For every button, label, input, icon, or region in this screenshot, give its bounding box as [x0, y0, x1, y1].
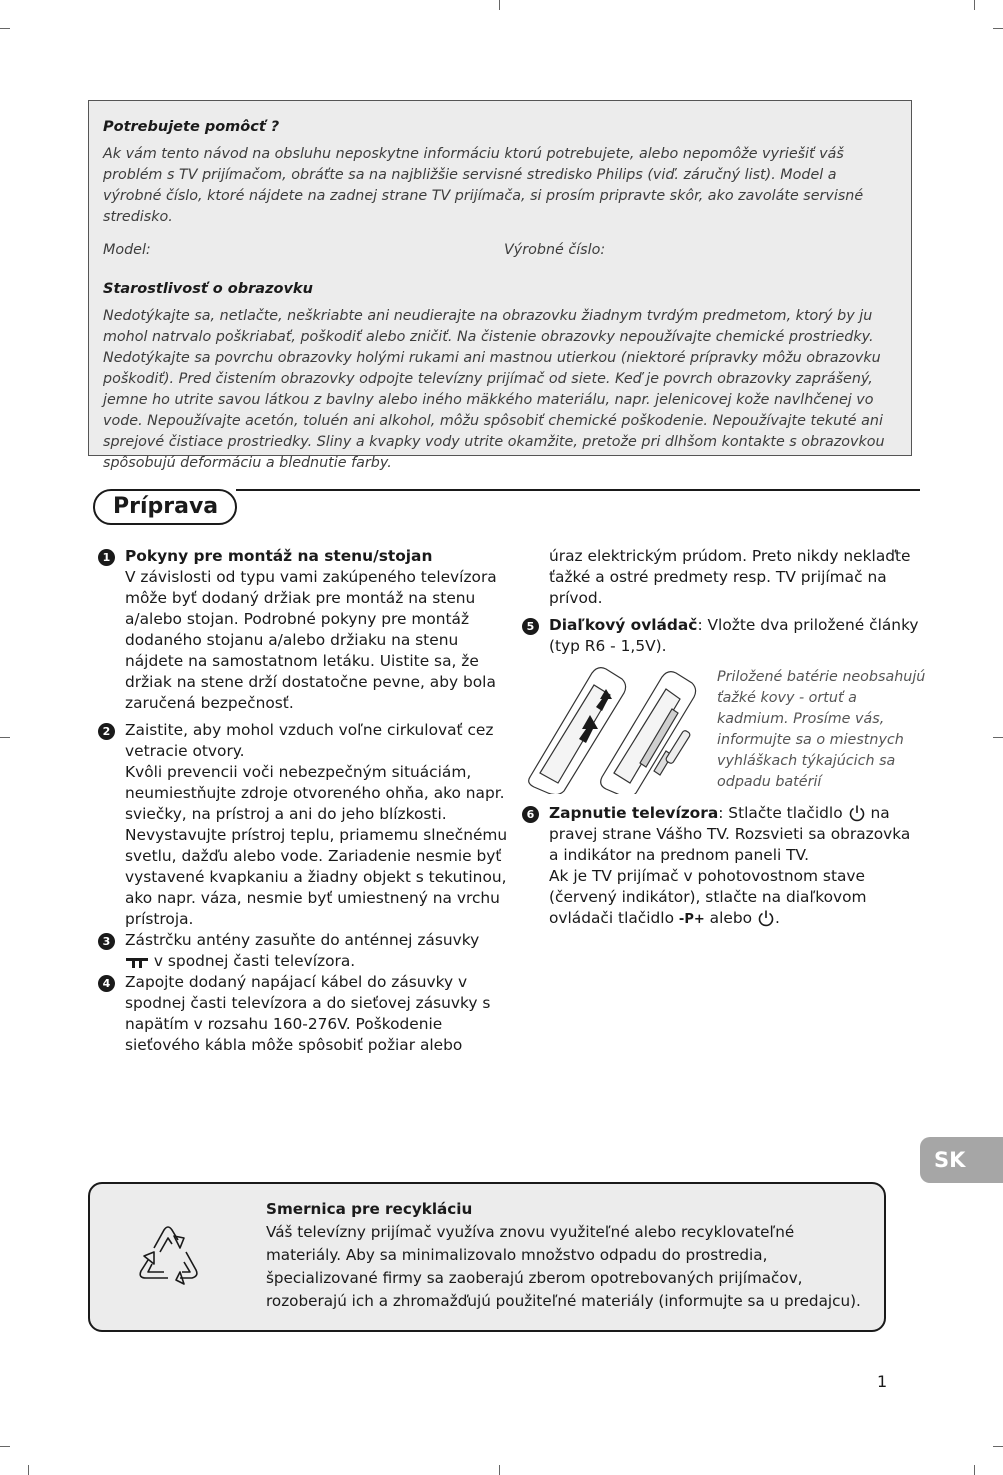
help-info-box [88, 100, 912, 471]
model-serial-row [103, 240, 897, 261]
antenna-socket-icon [125, 956, 149, 970]
recycling-text-block [266, 1198, 866, 1313]
model-label: Model: [103, 242, 151, 258]
step-1-text: V závislosti od typu vami zakúpeného televízora môže byť dodaný držiak pre montáž na stenu a/alebo stojan. Podrobné pokyny pre montáž dodaného stojanu a/alebo držiaku na stenu nájdete na samostatnom letáku. Uistite sa, že držiak na stene drží dostatočne pevne, aby bola zaručená bezpečnosť. [125, 568, 497, 712]
recycling-text: Váš televízny prijímač využíva znovu využiteľné alebo recyklovateľné materiály. Aby sa minimalizovalo množstvo odpadu do prostredia, špecializované firmy sa zaoberajú zberom opotrebovaných prijímačov, rozoberajú ich a zhromažďujú použiteľné materiály (informujte sa u predajcu). [266, 1223, 861, 1310]
step-6-text-3: Ak je TV prijímač v pohotovostnom stave (červený indikátor), stlačte na diaľkovom ovládači tlačidlo [549, 867, 867, 927]
crop-mark [499, 1465, 500, 1475]
crop-mark [28, 1465, 29, 1475]
recycle-icon [132, 1222, 204, 1292]
step-number: 3 [98, 933, 115, 950]
step-6-text: : Stlačte tlačidlo [718, 804, 843, 822]
step-6-end: . [774, 909, 780, 927]
step-5 [522, 615, 922, 657]
remote-battery-illustration [522, 659, 712, 794]
left-column [98, 546, 508, 1056]
serial-label: Výrobné číslo: [504, 242, 606, 258]
step-2-text: Zaistite, aby mohol vzduch voľne cirkulovať cez vetracie otvory. [125, 721, 494, 760]
crop-mark [0, 28, 10, 29]
step-number: 5 [522, 618, 539, 635]
language-tab: SK [920, 1137, 1003, 1183]
step-1 [98, 546, 508, 714]
help-title: Potrebujete pomôcť ? [103, 119, 280, 135]
help-text: Ak vám tento návod na obsluhu neposkytne informáciu ktorú potrebujete, alebo nepomôže vyriešiť váš problém s TV prijímačom, obráťte sa na najbližšie servisné stredisko Philips (viď. záručný list). Model a výrobné číslo, ktoré nájdete na zadnej strane TV prijímača, si prosím pripravte skôr, ako zavoláte servisné stredisko. [103, 146, 864, 225]
step-4-text: Zapojte dodaný napájací kábel do zásuvky v spodnej časti televízora a do sieťovej zásuvky s napätím v rozsahu 160-276V. Poškodenie sieťového kábla môže spôsobiť požiar alebo [125, 973, 491, 1054]
step-5-title: Diaľkový ovládač [549, 616, 698, 634]
crop-mark [499, 0, 500, 10]
step-2 [98, 720, 508, 930]
step-4-text-cont: úraz elektrickým prúdom. Preto nikdy neklaďte ťažké a ostré predmety resp. TV prijímač na prívod. [549, 547, 911, 607]
step-3-text-2: v spodnej časti televízora. [153, 952, 356, 970]
screen-care-title: Starostlivosť o obrazovku [103, 281, 313, 297]
crop-mark [993, 28, 1003, 29]
power-icon [757, 909, 775, 927]
section-rule [236, 489, 920, 491]
step-number: 4 [98, 975, 115, 992]
step-6-text-2: na pravej strane Vášho TV. Rozsvieti sa obrazovka a indikátor na prednom paneli TV. [549, 804, 911, 864]
right-column [522, 546, 926, 930]
section-title: Príprava [93, 489, 237, 525]
program-key-label: -P+ [678, 912, 705, 927]
step-number: 1 [98, 549, 115, 566]
step-3 [98, 930, 508, 972]
crop-mark [0, 1446, 10, 1447]
crop-mark [974, 1465, 975, 1475]
crop-mark [993, 1446, 1003, 1447]
recycling-title: Smernica pre recykláciu [266, 1200, 473, 1218]
screen-care-text: Nedotýkajte sa, netlačte, neškriabte ani neudierajte na obrazovku žiadnym tvrdým predmetom, ktorý by ju mohol natrvalo poškriabať, poškodiť alebo zničiť. Na čistenie obrazovky nepoužívajte chemické prostriedky. Nedotýkajte sa povrchu obrazovky holými rukami ani mastnou utierkou (niektoré prípravky môžu obrazovku poškodiť). Pred čistením obrazovky odpojte televízny prijímač od siete. Keď je povrch obrazovky zaprášený, jemne ho utrite savou látkou z bavlny alebo iného mäkkého materiálu, napr. jelenicovej kože navlhčenej vo vode. Nepoužívajte acetón, toluén ani alkohol, môžu spôsobiť chemické poškodenie. Nepoužívajte tekuté ani sprejové čistiace prostriedky. Sliny a kvapky vody utrite okamžite, pretože pri dlhšom kontakte s obrazovkou spôsobujú deformáciu a blednutie farby. [103, 308, 885, 471]
step-number: 2 [98, 723, 115, 740]
step-2-text-2: Kvôli prevencii voči nebezpečným situáciám, neumiestňujte zdroje otvoreného ohňa, ako napr. sviečky, na prístroj a ani do jeho blízkosti. Nevystavujte prístroj teplu, priamemu slnečnému svetlu, dažďu alebo vode. Zariadenie nesmie byť vystavené kvapkaniu a žiadny objekt s tekutinou, ako napr. váza, nesmie byť umiestnený na vrchu prístroja. [125, 763, 508, 928]
page-number: 1 [877, 1372, 888, 1391]
step-1-title: Pokyny pre montáž na stenu/stojan [125, 547, 433, 565]
battery-note: Priložené batérie neobsahujú ťažké kovy - ortuť a kadmium. Prosíme vás, informujte sa o miestnych vyhláškach týkajúcich sa odpadu batérií [717, 669, 926, 790]
crop-mark [993, 737, 1003, 738]
step-5-text: : Vložte dva priložené články (typ R6 - 1,5V). [549, 616, 919, 655]
step-4-continued [522, 546, 922, 609]
power-icon [848, 804, 866, 822]
step-3-text: Zástrčku antény zasuňte do anténnej zásuvky [125, 931, 480, 949]
step-6-title: Zapnutie televízora [549, 804, 719, 822]
step-6-or: alebo [709, 909, 753, 927]
step-6 [522, 803, 922, 930]
step-4 [98, 972, 508, 1056]
crop-mark [974, 0, 975, 10]
step-number: 6 [522, 806, 539, 823]
recycling-box [88, 1182, 886, 1332]
remote-battery-row [522, 659, 926, 799]
crop-mark [0, 737, 10, 738]
